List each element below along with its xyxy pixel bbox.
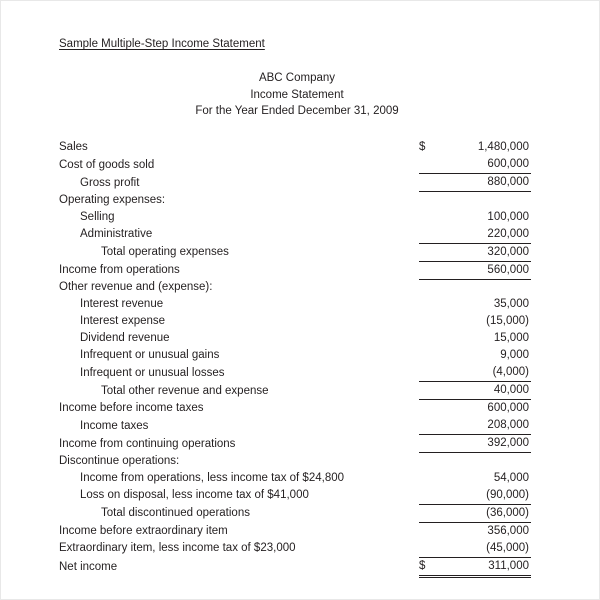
line-item-label: Total operating expenses xyxy=(101,246,229,258)
currency-symbol xyxy=(419,417,441,435)
table-row xyxy=(59,279,531,296)
table-row xyxy=(59,364,531,382)
line-item-amount: 392,000 xyxy=(441,435,531,453)
table-row xyxy=(59,313,531,330)
line-item-amount: (45,000) xyxy=(486,541,529,554)
currency-symbol xyxy=(419,330,441,347)
line-item-label: Infrequent or unusual losses xyxy=(80,366,225,379)
table-row xyxy=(59,296,531,313)
currency-symbol xyxy=(419,209,441,226)
company-name: ABC Company xyxy=(258,72,336,84)
line-item-label: Sales xyxy=(59,141,88,153)
currency-symbol xyxy=(419,243,441,261)
currency-symbol xyxy=(419,364,441,382)
currency-symbol xyxy=(419,226,441,244)
currency-symbol xyxy=(419,382,441,400)
line-item-label: Total other revenue and expense xyxy=(101,384,269,397)
line-item-label: Selling xyxy=(80,210,115,223)
line-item-label: Operating expenses: xyxy=(59,193,166,206)
line-item-amount: (36,000) xyxy=(441,504,531,522)
table-row xyxy=(59,156,531,174)
line-item-label: Extraordinary item, less income tax of $23,000 xyxy=(59,542,296,554)
line-item-amount: 600,000 xyxy=(487,402,529,414)
table-row xyxy=(59,139,531,156)
currency-symbol xyxy=(419,192,441,209)
line-item-amount: 9,000 xyxy=(500,349,529,361)
table-row xyxy=(59,261,531,279)
currency-symbol xyxy=(419,522,441,540)
currency-symbol xyxy=(419,400,441,418)
table-row xyxy=(59,209,531,226)
currency-symbol: $ xyxy=(419,141,426,153)
table-row xyxy=(59,243,531,261)
line-item-label: Loss on disposal, less income tax of $41,000 xyxy=(80,489,309,501)
line-item-label: Interest revenue xyxy=(80,298,164,310)
line-item-label: Interest expense xyxy=(80,315,166,327)
line-item-label: Infrequent or unusual gains xyxy=(80,349,220,361)
table-row xyxy=(59,417,531,435)
line-item-amount: 600,000 xyxy=(487,158,529,170)
line-item-label: Discontinue operations: xyxy=(59,454,180,467)
line-item-amount: (4,000) xyxy=(492,366,529,378)
table-row xyxy=(59,330,531,347)
statement-heading xyxy=(1,70,593,120)
table-row xyxy=(59,382,531,400)
page-title: Sample Multiple-Step Income Statement xyxy=(59,38,265,50)
line-item-amount xyxy=(441,453,531,470)
line-item-amount xyxy=(441,192,531,209)
currency-symbol xyxy=(419,279,441,296)
line-item-amount: 356,000 xyxy=(487,524,529,537)
table-row xyxy=(59,226,531,244)
table-row xyxy=(59,557,531,576)
line-item-label: Gross profit xyxy=(80,176,140,189)
table-row xyxy=(59,470,531,487)
table-row xyxy=(59,174,531,192)
table-row xyxy=(59,192,531,209)
table-row xyxy=(59,347,531,364)
line-item-amount xyxy=(441,279,531,296)
line-item-label: Income before extraordinary item xyxy=(59,524,228,537)
line-item-amount: 320,000 xyxy=(441,243,531,261)
currency-symbol xyxy=(419,156,441,174)
line-item-label: Income from operations xyxy=(59,264,180,276)
currency-symbol xyxy=(419,313,441,330)
line-item-amount: 1,480,000 xyxy=(477,141,529,153)
line-item-amount: 35,000 xyxy=(493,298,529,310)
line-item-amount: 15,000 xyxy=(493,332,529,344)
currency-symbol xyxy=(419,261,441,279)
currency-symbol xyxy=(419,296,441,313)
statement-period: For the Year Ended December 31, 2009 xyxy=(195,105,399,117)
table-row xyxy=(59,400,531,418)
line-item-amount: 40,000 xyxy=(441,382,531,400)
line-item-label: Income from continuing operations xyxy=(59,437,236,450)
table-row xyxy=(59,453,531,470)
line-item-label: Other revenue and (expense): xyxy=(59,281,213,293)
table-row xyxy=(59,522,531,540)
line-item-amount: 220,000 xyxy=(487,227,529,240)
line-item-amount: 560,000 xyxy=(441,261,531,279)
line-item-label: Administrative xyxy=(80,228,153,240)
currency-symbol xyxy=(419,540,441,558)
line-item-label: Income before income taxes xyxy=(59,402,204,414)
table-row xyxy=(59,435,531,453)
line-item-amount: 311,000 xyxy=(441,557,531,576)
table-row xyxy=(59,540,531,558)
table-row xyxy=(59,487,531,505)
line-item-amount: 100,000 xyxy=(487,210,529,223)
line-item-label: Dividend revenue xyxy=(80,332,170,344)
line-item-label: Cost of goods sold xyxy=(59,158,155,171)
line-item-amount: 54,000 xyxy=(493,471,529,484)
line-item-amount: 880,000 xyxy=(441,174,531,192)
line-item-label: Total discontinued operations xyxy=(101,507,250,519)
currency-symbol: $ xyxy=(419,557,441,576)
currency-symbol xyxy=(419,504,441,522)
table-row xyxy=(59,504,531,522)
currency-symbol xyxy=(419,453,441,470)
line-item-label: Net income xyxy=(59,561,118,573)
currency-symbol xyxy=(419,347,441,364)
line-item-label: Income taxes xyxy=(80,419,149,432)
currency-symbol xyxy=(419,435,441,453)
statement-name: Income Statement xyxy=(250,88,344,101)
currency-symbol xyxy=(419,470,441,487)
line-item-amount: (90,000) xyxy=(486,488,529,501)
line-item-amount: 208,000 xyxy=(487,419,529,431)
line-item-amount: (15,000) xyxy=(486,315,529,327)
line-item-label: Income from operations, less income tax of $24,800 xyxy=(80,471,345,484)
income-statement-table xyxy=(59,139,531,578)
currency-symbol xyxy=(419,174,441,192)
currency-symbol xyxy=(419,487,441,505)
